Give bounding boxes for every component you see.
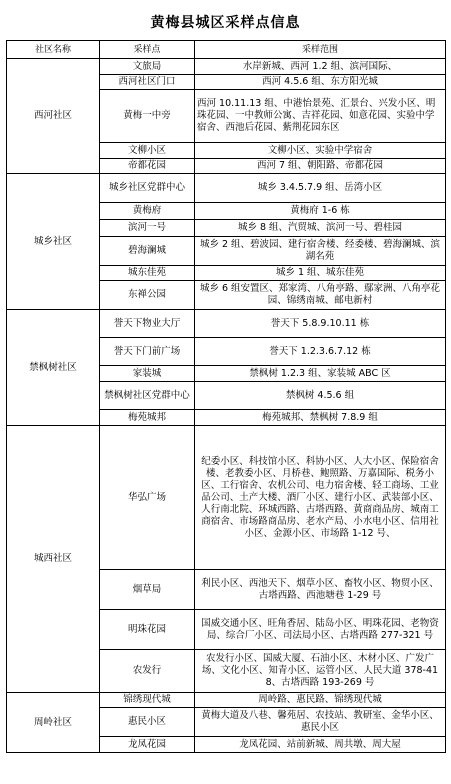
- site-name: 家装城: [100, 366, 195, 382]
- header-site: 采样点: [100, 41, 195, 59]
- site-range: 城乡 1 组、城东佳苑: [195, 266, 446, 281]
- community-name: 周岭社区: [7, 693, 100, 753]
- site-range: 西河 10.11.13 组、中港怡景苑、汇景台、兴发小区、明珠花园、一中教师公寓、吉祥花园、如意花园、实验中学宿舍、西池后花园、紫荆花园东区: [195, 90, 446, 143]
- site-range: 禁枫树 1.2.3 组、家装城 ABC 区: [195, 366, 446, 382]
- site-range: 誉天下 5.8.9.10.11 栋: [195, 310, 446, 338]
- table-row: [7, 693, 446, 708]
- header-community: 社区名称: [7, 41, 100, 59]
- site-range: 黄梅府 1-6 栋: [195, 203, 446, 220]
- table-body: [7, 59, 446, 753]
- site-range: 利民小区、西池天下、烟草小区、畜牧小区、物贸小区、古塔西路、西池塘巷 1-29 号: [195, 570, 446, 610]
- site-name: 西河社区门口: [100, 75, 195, 90]
- site-range: 西河 4.5.6 组、东方阳光城: [195, 75, 446, 90]
- site-name: 东禅公园: [100, 281, 195, 310]
- site-name: 农发行: [100, 650, 195, 693]
- table-row: [7, 310, 446, 338]
- site-name: 文柳小区: [100, 143, 195, 159]
- site-range: 城乡 2 组、碧波园、建行宿舍楼、经委楼、碧海澜城、滨湖名苑: [195, 237, 446, 266]
- site-name: 黄梅一中旁: [100, 90, 195, 143]
- site-name: 城东佳苑: [100, 266, 195, 281]
- site-name: 黄梅府: [100, 203, 195, 220]
- site-name: 明珠花园: [100, 610, 195, 650]
- site-range: 黄梅大道及八巷、馨苑居、农技站、教研室、金华小区、惠民小区: [195, 708, 446, 737]
- site-name: 碧海澜城: [100, 237, 195, 266]
- site-range: 梅苑城邦、禁枫树 7.8.9 组: [195, 410, 446, 426]
- site-range: 周岭路、惠民路、锦绣现代城: [195, 693, 446, 708]
- site-name: 誉天下门前广场: [100, 338, 195, 366]
- site-range: 西河 7 组、朝阳路、帝都花园: [195, 159, 446, 174]
- site-name: 烟草局: [100, 570, 195, 610]
- site-name: 龙凤花园: [100, 737, 195, 753]
- site-name: 华弘广场: [100, 426, 195, 570]
- site-name: 梅苑城邦: [100, 410, 195, 426]
- community-name: 城西社区: [7, 426, 100, 693]
- site-range: 誉天下 1.2.3.6.7.12 栋: [195, 338, 446, 366]
- site-name: 帝都花园: [100, 159, 195, 174]
- site-range: 城乡 3.4.5.7.9 组、岳湾小区: [195, 174, 446, 203]
- site-range: 纪委小区、科技馆小区、科协小区、人大小区、保险宿舍楼、老教委小区、月桥巷、鲍照路、万嘉国际、税务小区、工行宿舍、农机公司、电力宿舍楼、轻工商场、工业品公司、土产大楼、酒厂小区、建行小区、武装部小区、人行南北院、环城西路、古塔西路、黄商商品房、城南工商宿舍、市场路商品房、老水产局、小水电小区、信用社小区、金源小区、市场路 1-12 号、: [195, 426, 446, 570]
- community-name: 西河社区: [7, 59, 100, 174]
- site-range: 城乡 8 组、汽贸城、滨河一号、碧桂园: [195, 220, 446, 237]
- site-name: 誉天下物业大厅: [100, 310, 195, 338]
- site-range: 水岸新城、西河 1.2 组、滨河国际、: [195, 59, 446, 75]
- table-row: [7, 426, 446, 570]
- site-name: 城乡社区党群中心: [100, 174, 195, 203]
- site-name: 惠民小区: [100, 708, 195, 737]
- site-range: 文柳小区、实验中学宿舍: [195, 143, 446, 159]
- site-name: 文旅局: [100, 59, 195, 75]
- page-title: 黄梅县城区采样点信息: [150, 15, 301, 31]
- site-range: 农发行小区、国威大厦、石油小区、木材小区、广发广场、文化小区、知青小区、运管小区、人民大道 378-418、古塔西路 193-269 号: [195, 650, 446, 693]
- community-name: 禁枫树社区: [7, 310, 100, 426]
- site-range: 龙凤花园、站前新城、周共墩、周大屋: [195, 737, 446, 753]
- site-range: 禁枫树 4.5.6 组: [195, 382, 446, 410]
- sampling-table: [6, 40, 446, 753]
- table-header-row: [7, 41, 446, 59]
- site-range: 国威交通小区、旺角香居、陆岛小区、明珠花园、老物资局、综合厂小区、司法局小区、古塔西路 277-321 号: [195, 610, 446, 650]
- site-range: 城乡 6 组安置区、郑家湾、八角亭路、鄢家洲、八角亭花园、锦绣南城、邮电新村: [195, 281, 446, 310]
- table-row: [7, 174, 446, 203]
- table-row: [7, 59, 446, 75]
- community-name: 城乡社区: [7, 174, 100, 310]
- site-name: 禁枫树社区党群中心: [100, 382, 195, 410]
- site-name: 锦绣现代城: [100, 693, 195, 708]
- site-name: 滨河一号: [100, 220, 195, 237]
- header-range: 采样范围: [195, 41, 446, 59]
